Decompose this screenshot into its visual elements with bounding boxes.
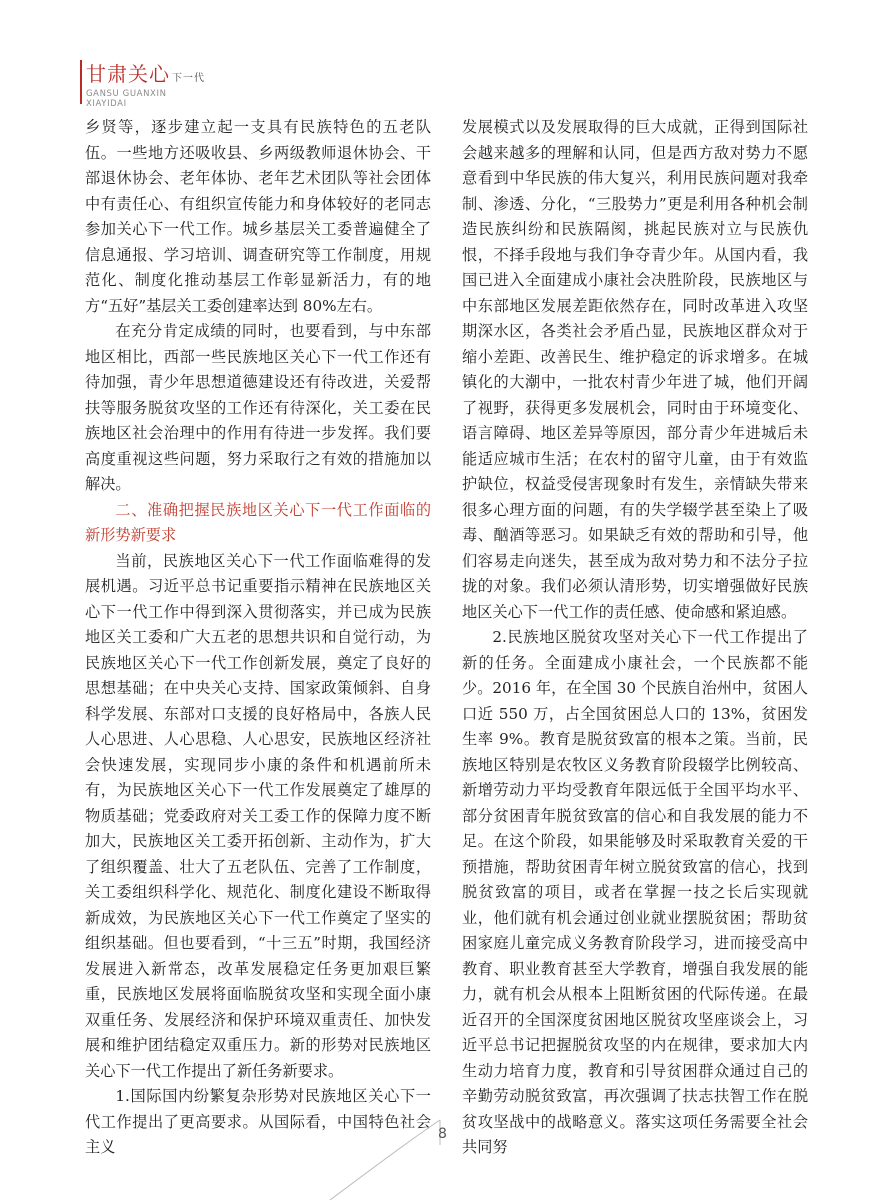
paragraph: 在充分肯定成绩的同时，也要看到，与中东部地区相比，西部一些民族地区关心下一代工作还有待加强，青少年思想道德建设还有待改进，关爱帮扶等服务脱贫攻坚的工作还有待深化，关工委在民族地区社会治理中的作用有待进一步发挥。我们要高度重视这些问题，努力采取行之有效的措施加以解决。	[85, 322, 431, 493]
logo-title: 甘肃关心	[86, 62, 170, 86]
paragraph: 发展模式以及发展取得的巨大成就，正得到国际社会越来越多的理解和认同，但是西方敌对势力不愿意看到中华民族的伟大复兴，利用民族问题对我牵制、渗透、分化，“三股势力”更是利用各种机会制造民族纠纷和民族隔阂，挑起民族对立与民族仇恨，不择手段地与我们争夺青少年。从国内看，我国已进入全面建成小康社会决胜阶段，民族地区与中东部地区发展差距依然存在，同时改革进入攻坚期深水区，各类社会矛盾凸显，民族地区群众对于缩小差距、改善民生、维护稳定的诉求增多。在城镇化的大潮中，一批农村青少年进了城，他们开阔了视野，获得更多发展机会，同时由于环境变化、语言障碍、地区差异等原因，部分青少年进城后未能适应城市生活；在农村的留守儿童，由于有效监护缺位，权益受侵害现象时有发生，亲情缺失带来很多心理方面的问题，有的失学辍学甚至染上了吸毒、酗酒等恶习。如果缺乏有效的帮助和引导，他们容易走向迷失，甚至成为敌对势力和不法分子拉拢的对象。我们必须认清形势，切实增强做好民族地区关心下一代工作的责任感、使命感和紧迫感。	[462, 118, 808, 621]
paragraph: 当前，民族地区关心下一代工作面临难得的发展机遇。习近平总书记重要指示精神在民族地区关心下一代工作中得到深入贯彻落实，并已成为民族地区关工委和广大五老的思想共识和自觉行动，为民族地区关心下一代工作创新发展，奠定了良好的思想基础；在中央关心支持、国家政策倾斜、自身科学发展、东部对口支援的良好格局中，各族人民人心思进、人心思稳、人心思安，民族地区经济社会快速发展，实现同步小康的条件和机遇前所未有，为民族地区关心下一代工作发展奠定了雄厚的物质基础；党委政府对关工委工作的保障力度不断加大，民族地区关工委开拓创新、主动作为，扩大了组织覆盖、壮大了五老队伍、完善了工作制度，关工委组织科学化、规范化、制度化建设不断取得新成效，为民族地区关心下一代工作奠定了坚实的组织基础。但也要看到，“十三五”时期，我国经济发展进入新常态，改革发展稳定任务更加艰巨繁重，民族地区发展将面临脱贫攻坚和实现全面小康双重任务、发展经济和保护环境双重责任、加快发展和维护团结稳定双重压力。新的形势对民族地区关心下一代工作提出了新任务新要求。	[85, 551, 431, 1080]
footer-decoration	[300, 1100, 600, 1200]
left-column	[85, 115, 431, 1161]
section-heading: 二、准确把握民族地区关心下一代工作面临的新形势新要求	[85, 500, 431, 544]
paragraph: 2.民族地区脱贫攻坚对关心下一代工作提出了新的任务。全面建成小康社会，一个民族都不能少。2016 年，在全国 30 个民族自治州中，贫困人口近 550 万，占全国贫困总人口的 13%，贫困发生率 9%。教育是脱贫致富的根本之策。当前，民族地区特别是农牧区义务教育阶段辍学比例较高、新增劳动力平均受教育年限远低于全国平均水平、部分贫困青年脱贫致富的信心和自我发展的能力不足。在这个阶段，如果能够及时采取教育关爱的干预措施，帮助贫困青年树立脱贫致富的信心，找到脱贫致富的项目，或者在掌握一技之长后实现就业，他们就有机会通过创业就业摆脱贫困；帮助贫困家庭儿童完成义务教育阶段学习，进而接受高中教育、职业教育甚至大学教育，增强自我发展的能力，就有机会从根本上阻断贫困的代际传递。在最近召开的全国深度贫困地区脱贫攻坚座谈会上，习近平总书记把握脱贫攻坚的内在规律，要求加大内生动力培育力度，教育和引导贫困群众通过自己的辛勤劳动脱贫致富，再次强调了扶志扶智工作在脱贫攻坚战中的战略意义。落实这项任务需要全社会共同努	[462, 628, 808, 1156]
header-accent-bar	[80, 60, 82, 104]
magazine-header	[86, 52, 246, 112]
logo-title-small: 下一代	[172, 73, 205, 84]
magazine-logo	[86, 58, 205, 87]
paragraph: 1.国际国内纷繁复杂形势对民族地区关心下一代工作提出了更高要求。从国际看，中国特色社会主义	[85, 1087, 431, 1156]
paragraph: 乡贤等，逐步建立起一支具有民族特色的五老队伍。一些地方还吸收县、乡两级教师退休协会、干部退休协会、老年体协、老年艺术团队等社会团体中有责任心、有组织宣传能力和身体较好的老同志参加关心下一代工作。城乡基层关工委普遍健全了信息通报、学习培训、调查研究等工作制度，用规范化、制度化推动基层工作彰显新活力，有的地方“五好”基层关工委创建率达到 80%左右。	[85, 118, 431, 315]
logo-english-line2: XIAYIDAI	[86, 99, 127, 109]
logo-english-line1: GANSU GUANXIN	[86, 89, 167, 99]
page-number: 8	[438, 1126, 447, 1142]
right-column	[462, 115, 808, 1161]
